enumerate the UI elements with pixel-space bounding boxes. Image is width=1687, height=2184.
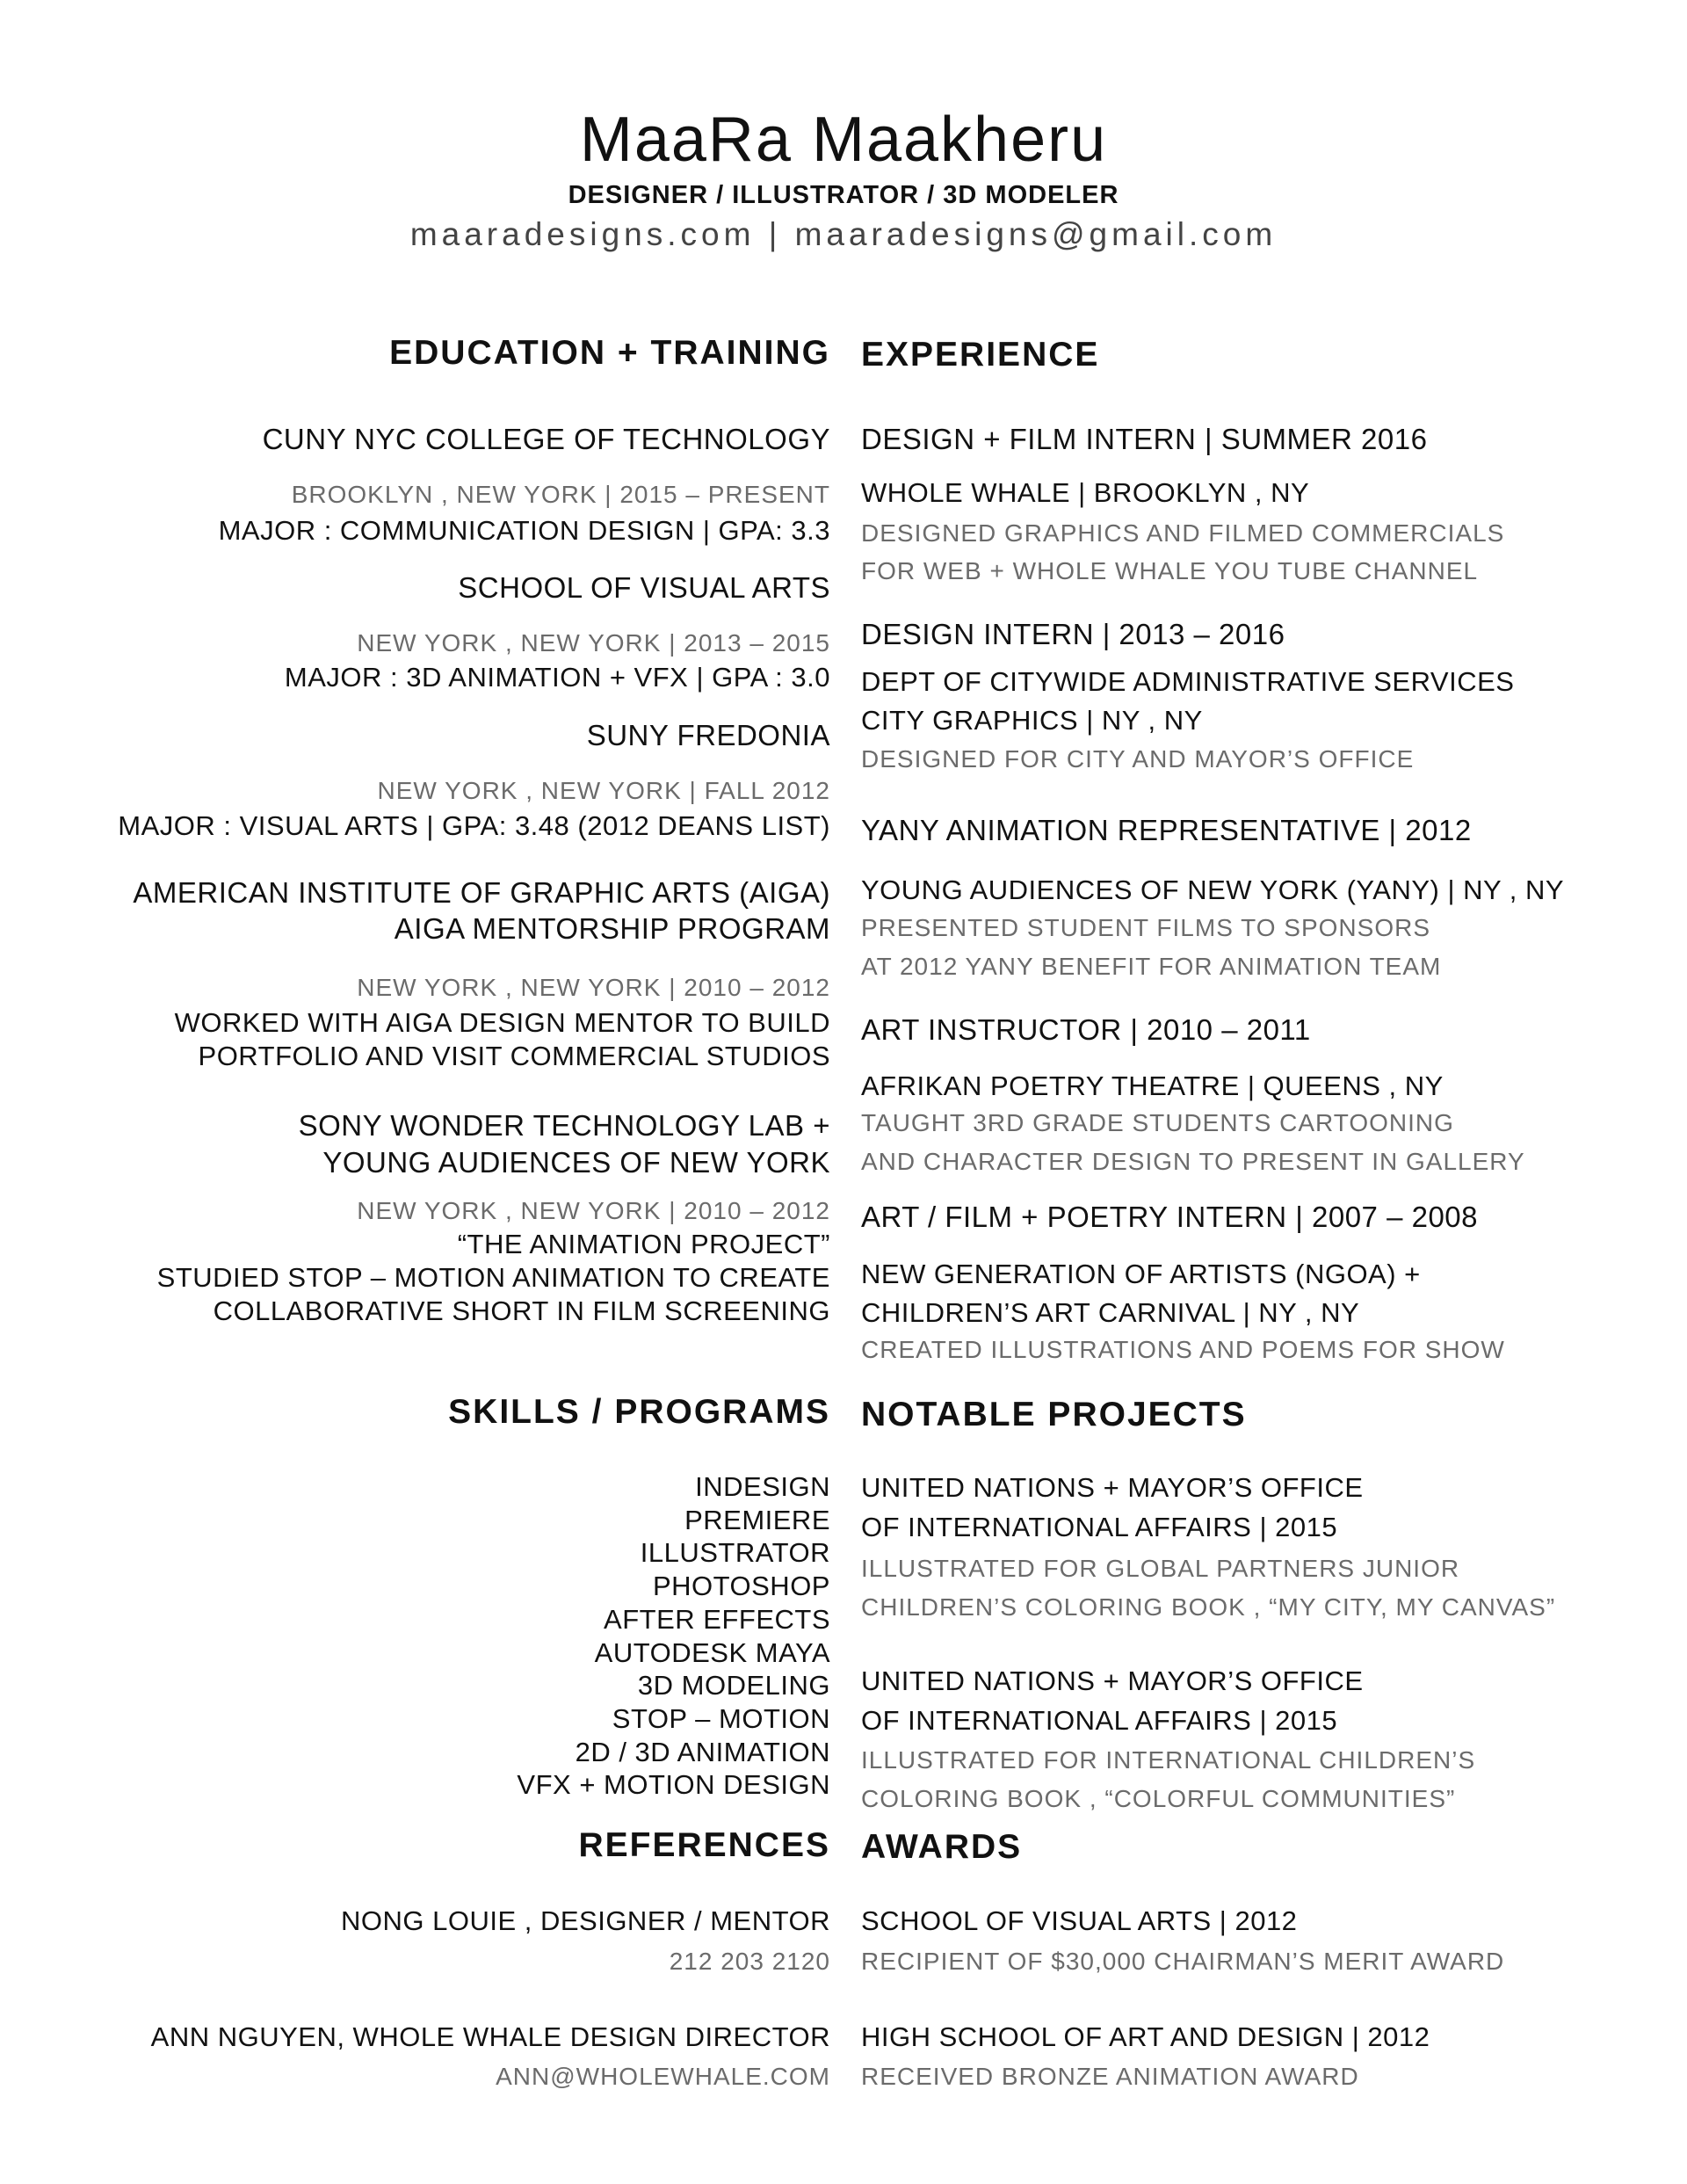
exp-afrikan-desc-1: TAUGHT 3RD GRADE STUDENTS CARTOONING xyxy=(861,1109,1454,1136)
exp-afrikan-title: ART INSTRUCTOR | 2010 – 2011 xyxy=(861,1013,1311,1046)
award-2-title: HIGH SCHOOL OF ART AND DESIGN | 2012 xyxy=(861,2021,1430,2052)
edu-sony-title-1: SONY WONDER TECHNOLOGY LAB + xyxy=(298,1109,830,1142)
edu-sva-location: NEW YORK , NEW YORK | 2013 – 2015 xyxy=(357,629,830,657)
exp-dcas-title: DESIGN INTERN | 2013 – 2016 xyxy=(861,618,1285,650)
project-1-title-2: OF INTERNATIONAL AFFAIRS | 2015 xyxy=(861,1512,1338,1542)
exp-wholewhale-org: WHOLE WHALE | BROOKLYN , NY xyxy=(861,477,1310,508)
project-2-title-2: OF INTERNATIONAL AFFAIRS | 2015 xyxy=(861,1705,1338,1736)
edu-aiga-title-2: AIGA MENTORSHIP PROGRAM xyxy=(394,912,830,945)
edu-aiga-desc-2: PORTFOLIO AND VISIT COMMERCIAL STUDIOS xyxy=(198,1041,830,1071)
projects-heading: NOTABLE PROJECTS xyxy=(861,1396,1247,1433)
exp-wholewhale-title: DESIGN + FILM INTERN | SUMMER 2016 xyxy=(861,423,1428,455)
reference-2-email[interactable]: ANN@WHOLEWHALE.COM xyxy=(496,2063,830,2090)
exp-dcas-org-1: DEPT OF CITYWIDE ADMINISTRATIVE SERVICES xyxy=(861,666,1515,697)
exp-yany-title: YANY ANIMATION REPRESENTATIVE | 2012 xyxy=(861,814,1472,846)
edu-fredonia-title: SUNY FREDONIA xyxy=(586,719,830,751)
edu-sony-project: “THE ANIMATION PROJECT” xyxy=(457,1229,830,1259)
exp-afrikan-desc-2: AND CHARACTER DESIGN TO PRESENT IN GALLERY xyxy=(861,1148,1525,1175)
skill-item: INDESIGN xyxy=(695,1471,830,1502)
edu-sony-title-2: YOUNG AUDIENCES OF NEW YORK xyxy=(322,1146,830,1179)
exp-wholewhale-desc-2: FOR WEB + WHOLE WHALE YOU TUBE CHANNEL xyxy=(861,557,1479,584)
edu-fredonia-location: NEW YORK , NEW YORK | FALL 2012 xyxy=(377,777,830,804)
skill-item: 3D MODELING xyxy=(637,1670,830,1701)
edu-sony-desc-1: STUDIED STOP – MOTION ANIMATION TO CREATE xyxy=(156,1262,830,1293)
edu-sony-desc-2: COLLABORATIVE SHORT IN FILM SCREENING xyxy=(213,1295,830,1326)
edu-sva-major: MAJOR : 3D ANIMATION + VFX | GPA : 3.0 xyxy=(284,662,830,693)
edu-aiga-desc-1: WORKED WITH AIGA DESIGN MENTOR TO BUILD xyxy=(174,1007,830,1038)
project-2-desc-1: ILLUSTRATED FOR INTERNATIONAL CHILDREN’S xyxy=(861,1746,1476,1774)
skills-list xyxy=(517,1470,830,1802)
exp-ngoa-title: ART / FILM + POETRY INTERN | 2007 – 2008 xyxy=(861,1201,1479,1233)
edu-sony-location: NEW YORK , NEW YORK | 2010 – 2012 xyxy=(357,1197,830,1224)
reference-2-name: ANN NGUYEN, WHOLE WHALE DESIGN DIRECTOR xyxy=(150,2021,830,2052)
award-1-title: SCHOOL OF VISUAL ARTS | 2012 xyxy=(861,1905,1298,1936)
award-1-desc: RECIPIENT OF $30,000 CHAIRMAN’S MERIT AWARD xyxy=(861,1948,1505,1975)
skill-item: ILLUSTRATOR xyxy=(640,1537,830,1569)
reference-1-phone: 212 203 2120 xyxy=(669,1948,830,1975)
edu-cuny-major: MAJOR : COMMUNICATION DESIGN | GPA: 3.3 xyxy=(218,515,830,546)
skill-item: VFX + MOTION DESIGN xyxy=(517,1769,830,1801)
exp-yany-desc-2: AT 2012 YANY BENEFIT FOR ANIMATION TEAM xyxy=(861,953,1442,980)
exp-wholewhale-desc-1: DESIGNED GRAPHICS AND FILMED COMMERCIALS xyxy=(861,519,1505,547)
resume-contact[interactable]: maaradesigns.com | maaradesigns@gmail.com xyxy=(409,216,1278,252)
exp-ngoa-desc-1: CREATED ILLUSTRATIONS AND POEMS FOR SHOW xyxy=(861,1336,1505,1363)
resume-roles: DESIGNER / ILLUSTRATOR / 3D MODELER xyxy=(568,181,1119,209)
exp-yany-org: YOUNG AUDIENCES OF NEW YORK (YANY) | NY , NY xyxy=(861,874,1565,905)
exp-dcas-org-2: CITY GRAPHICS | NY , NY xyxy=(861,705,1203,736)
experience-heading: EXPERIENCE xyxy=(861,336,1100,374)
skill-item: PHOTOSHOP xyxy=(652,1571,830,1602)
resume-name: MaaRa Maakheru xyxy=(579,105,1108,175)
skill-item: PREMIERE xyxy=(684,1504,830,1535)
project-1-desc-1: ILLUSTRATED FOR GLOBAL PARTNERS JUNIOR xyxy=(861,1555,1460,1582)
edu-fredonia-major: MAJOR : VISUAL ARTS | GPA: 3.48 (2012 DEANS LIST) xyxy=(118,810,830,841)
reference-1-name: NONG LOUIE , DESIGNER / MENTOR xyxy=(340,1905,830,1936)
skills-heading: SKILLS / PROGRAMS xyxy=(448,1393,830,1431)
awards-heading: AWARDS xyxy=(861,1828,1023,1866)
project-1-desc-2: CHILDREN’S COLORING BOOK , “MY CITY, MY CANVAS” xyxy=(861,1593,1556,1621)
edu-aiga-location: NEW YORK , NEW YORK | 2010 – 2012 xyxy=(357,974,830,1001)
exp-ngoa-org-1: NEW GENERATION OF ARTISTS (NGOA) + xyxy=(861,1259,1421,1289)
edu-cuny-location: BROOKLYN , NEW YORK | 2015 – PRESENT xyxy=(291,481,830,508)
edu-aiga-title-1: AMERICAN INSTITUTE OF GRAPHIC ARTS (AIGA) xyxy=(133,876,830,909)
education-heading: EDUCATION + TRAINING xyxy=(389,334,830,372)
skill-item: AUTODESK MAYA xyxy=(594,1636,830,1668)
exp-dcas-desc-1: DESIGNED FOR CITY AND MAYOR’S OFFICE xyxy=(861,745,1415,773)
project-2-desc-2: COLORING BOOK , “COLORFUL COMMUNITIES” xyxy=(861,1785,1456,1812)
references-heading: REFERENCES xyxy=(578,1826,830,1864)
skill-item: 2D / 3D ANIMATION xyxy=(575,1736,830,1767)
skill-item: AFTER EFFECTS xyxy=(604,1603,830,1635)
award-2-desc: RECEIVED BRONZE ANIMATION AWARD xyxy=(861,2063,1359,2090)
exp-yany-desc-1: PRESENTED STUDENT FILMS TO SPONSORS xyxy=(861,914,1431,941)
exp-afrikan-org: AFRIKAN POETRY THEATRE | QUEENS , NY xyxy=(861,1070,1444,1101)
skill-item: STOP – MOTION xyxy=(612,1702,830,1734)
edu-sva-title: SCHOOL OF VISUAL ARTS xyxy=(458,571,830,604)
edu-cuny-title: CUNY NYC COLLEGE OF TECHNOLOGY xyxy=(262,423,830,455)
project-1-title-1: UNITED NATIONS + MAYOR’S OFFICE xyxy=(861,1472,1364,1503)
project-2-title-1: UNITED NATIONS + MAYOR’S OFFICE xyxy=(861,1665,1364,1696)
exp-ngoa-org-2: CHILDREN’S ART CARNIVAL | NY , NY xyxy=(861,1297,1360,1328)
